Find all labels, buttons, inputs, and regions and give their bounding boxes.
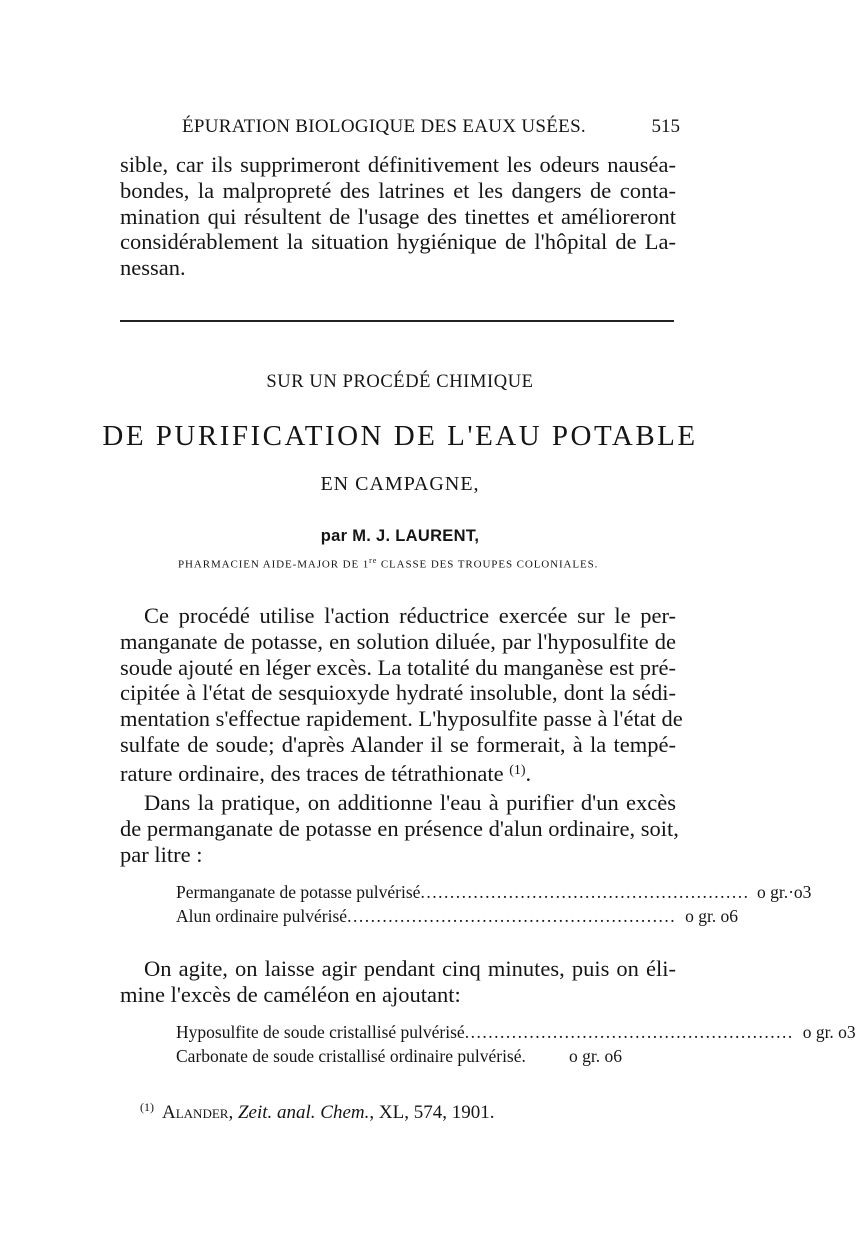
text-line: mentation s'effectue rapidement. L'hyposulfite passe à l'état de bbox=[120, 706, 683, 732]
text-line: soude ajouté en léger excès. La totalité du manganèse est pré- bbox=[120, 654, 676, 680]
article-title-line-1: SUR UN PROCÉDÉ CHIMIQUE bbox=[266, 372, 534, 392]
text-line: bondes, la malpropreté des latrines et les dangers de conta- bbox=[120, 177, 676, 203]
table-row bbox=[176, 904, 739, 928]
footnote-author: Alander bbox=[162, 1102, 229, 1123]
article-title-line-2: DE PURIFICATION DE L'EAU POTABLE bbox=[102, 420, 698, 452]
author-affiliation: PHARMACIEN AIDE-MAJOR DE 1re CLASSE DES TROUPES COLONIALES. bbox=[178, 556, 599, 571]
ingredient-label: Permanganate de potasse pulvérisé bbox=[176, 882, 421, 902]
page-number: 515 bbox=[651, 116, 680, 137]
continuation-paragraph bbox=[120, 152, 676, 281]
article-author: par M. J. LAURENT, bbox=[320, 527, 480, 545]
dot-leader bbox=[526, 1044, 560, 1068]
text-line: par litre : bbox=[120, 841, 203, 867]
article-title-line-3: EN CAMPAGNE, bbox=[320, 473, 480, 495]
ingredient-label: Hyposulfite de soude cristallisé pulvérisé bbox=[176, 1022, 465, 1042]
ingredient-label: Carbonate de soude cristallisé ordinaire pulvérisé. bbox=[176, 1046, 526, 1066]
text-line: mine l'excès de caméléon en ajoutant: bbox=[120, 981, 461, 1007]
table-row bbox=[176, 880, 812, 904]
ingredient-quantity: o gr. o3 bbox=[802, 1022, 856, 1042]
ingredient-table-2 bbox=[176, 1020, 856, 1068]
ingredient-quantity: o gr.·o3 bbox=[756, 882, 812, 902]
footnote-journal: Zeit. anal. Chem. bbox=[237, 1102, 370, 1123]
paragraph-3 bbox=[120, 956, 676, 1008]
running-title: ÉPURATION BIOLOGIQUE DES EAUX USÉES. bbox=[182, 116, 586, 137]
ingredient-label: Alun ordinaire pulvérisé bbox=[176, 906, 348, 926]
running-header bbox=[120, 116, 680, 146]
dot-leader: ........................................................ bbox=[420, 882, 750, 902]
text-line: rature ordinaire, des traces de tétrathionate $^{(1)}$. bbox=[120, 760, 532, 786]
text-line: Ce procédé utilise l'action réductrice exercée sur le per- bbox=[144, 603, 676, 628]
section-divider bbox=[120, 320, 674, 322]
footnote-reference-details: XL, 574, 1901. bbox=[378, 1102, 495, 1123]
text-line: cipitée à l'état de sesquioxyde hydraté insoluble, dont la sédi- bbox=[120, 680, 676, 706]
table-row bbox=[176, 1020, 856, 1044]
dot-leader: ........................................................ bbox=[464, 1022, 794, 1042]
paragraph-1 bbox=[120, 603, 683, 787]
footnote: $^{(1)}$ Alander, Zeit. anal. Chem., XL, 574, 1901. bbox=[140, 1100, 495, 1123]
text-line: mination qui résultent de l'usage des tinettes et amélioreront bbox=[120, 203, 676, 229]
text-line: On agite, on laisse agir pendant cinq minutes, puis on éli- bbox=[144, 956, 676, 981]
table-row bbox=[176, 1044, 622, 1068]
ingredient-quantity: o gr. o6 bbox=[685, 906, 739, 926]
footnote-mark: (1) bbox=[140, 1100, 154, 1114]
text-line: Dans la pratique, on additionne l'eau à purifier d'un excès bbox=[144, 790, 676, 815]
paragraph-2 bbox=[120, 790, 679, 867]
text-line: sulfate de soude; d'après Alander il se formerait, à la tempé- bbox=[120, 731, 676, 757]
footnote-reference: (1) bbox=[509, 762, 526, 778]
ingredient-table-1 bbox=[176, 880, 812, 928]
text-line: sible, car ils supprimeront définitivement les odeurs nauséa- bbox=[120, 152, 676, 177]
dot-leader: ........................................................ bbox=[347, 906, 677, 926]
text-line: de permanganate de potasse en présence d'alun ordinaire, soit, bbox=[120, 815, 679, 841]
ingredient-quantity: o gr. o6 bbox=[569, 1046, 622, 1066]
text-line: manganate de potasse, en solution diluée, par l'hyposulfite de bbox=[120, 628, 676, 654]
text-line: considérablement la situation hygiénique de l'hôpital de La- bbox=[120, 229, 676, 255]
text-line: nessan. bbox=[120, 255, 186, 281]
